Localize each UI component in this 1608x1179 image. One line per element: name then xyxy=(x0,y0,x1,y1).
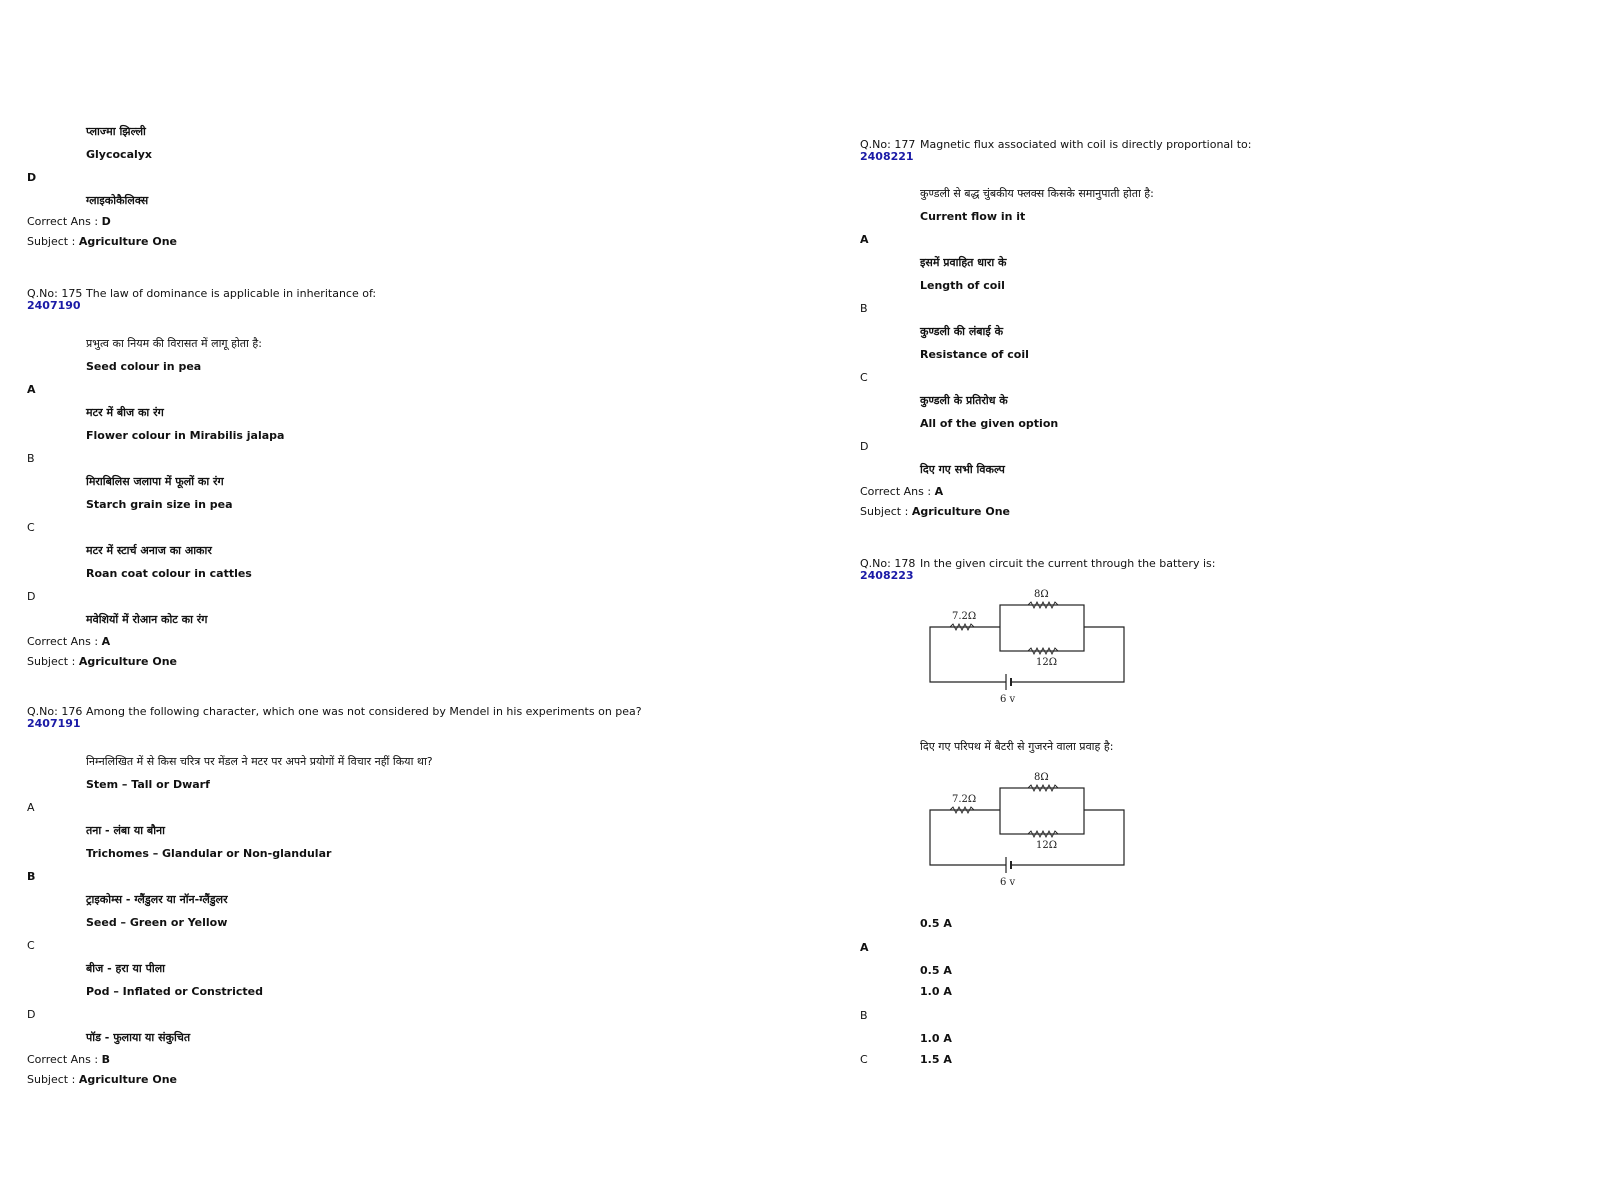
option-b-hindi: 1.0 A xyxy=(920,1032,952,1045)
option-d-hindi: ग्लाइकोकैलिक्स xyxy=(86,194,149,207)
subject-label: Subject : xyxy=(27,235,76,248)
question-text: Magnetic flux associated with coil is directly proportional to: xyxy=(920,138,1252,151)
option-d-letter: D xyxy=(27,590,36,603)
option-b-letter: B xyxy=(27,452,35,465)
correct-label: Correct Ans : xyxy=(860,485,932,498)
correct-label: Correct Ans : xyxy=(27,215,99,228)
circuit-parallel-box xyxy=(1000,788,1084,834)
option-b-hindi: मिराबिलिस जलापा में फूलों का रंग xyxy=(86,475,224,488)
option-c-letter: C xyxy=(860,1053,868,1066)
resistor-label-8: 8Ω xyxy=(1034,589,1049,600)
option-c-hindi: बीज - हरा या पीला xyxy=(86,962,165,975)
question-id: 2408223 xyxy=(860,569,914,582)
option-a-letter: A xyxy=(27,801,35,814)
subject xyxy=(27,655,177,669)
option-c-hindi: मटर में स्टार्च अनाज का आकार xyxy=(86,544,212,557)
option-a-hindi: मटर में बीज का रंग xyxy=(86,406,164,419)
option-d-text: Glycocalyx xyxy=(86,148,153,161)
correct-answer xyxy=(860,485,943,499)
battery-label: 6 v xyxy=(1000,694,1016,705)
option-b-letter: B xyxy=(860,1009,868,1022)
option-a-hindi: 0.5 A xyxy=(920,964,952,977)
option-c-letter: C xyxy=(860,371,868,384)
battery-label: 6 v xyxy=(1000,877,1016,888)
question-id: 2408221 xyxy=(860,150,914,163)
subject-label: Subject : xyxy=(27,655,76,668)
option-a-text: 0.5 A xyxy=(920,917,952,930)
subject-value: Agriculture One xyxy=(78,1073,177,1086)
subject xyxy=(27,235,177,249)
option-d-text: Pod – Inflated or Constricted xyxy=(86,985,263,998)
circuit-left-wire xyxy=(930,627,1006,682)
option-a-hindi: तना - लंबा या बौना xyxy=(86,824,166,837)
option-b-text: Flower colour in Mirabilis jalapa xyxy=(86,429,285,442)
option-d-letter: D xyxy=(27,171,37,184)
option-c-text: Seed – Green or Yellow xyxy=(86,916,228,929)
question-id: 2407191 xyxy=(27,717,81,730)
option-a-text: Stem – Tall or Dwarf xyxy=(86,778,210,791)
question-text-hindi: प्रभुत्व का नियम की विरासत में लागू होता है: xyxy=(86,337,262,350)
subject xyxy=(27,1073,177,1087)
resistor-label-12: 12Ω xyxy=(1036,657,1058,668)
option-b-letter: B xyxy=(860,302,868,315)
resistor-label-7-2: 7.2Ω xyxy=(952,611,977,622)
resistor-label-12: 12Ω xyxy=(1036,840,1058,851)
option-d-hindi: मवेशियों में रोआन कोट का रंग xyxy=(86,613,208,626)
circuit-diagram-hindi xyxy=(920,768,1140,888)
option-d-letter: D xyxy=(860,440,869,453)
question-text: The law of dominance is applicable in inheritance of: xyxy=(86,287,377,300)
resistor-label-7-2: 7.2Ω xyxy=(952,794,977,805)
option-a-letter: A xyxy=(27,383,36,396)
question-id: 2407190 xyxy=(27,299,81,312)
correct-value: A xyxy=(101,635,111,648)
option-d-text: Roan coat colour in cattles xyxy=(86,567,252,580)
option-d-hindi: दिए गए सभी विकल्प xyxy=(920,463,1005,476)
option-b-hindi: कुण्डली की लंबाई के xyxy=(920,325,1004,338)
option-c-text: 1.5 A xyxy=(920,1053,952,1066)
option-b-text: Length of coil xyxy=(920,279,1005,292)
option-b-letter: B xyxy=(27,870,36,883)
option-a-letter: A xyxy=(860,233,869,246)
option-b-text: 1.0 A xyxy=(920,985,952,998)
option-c-text: Starch grain size in pea xyxy=(86,498,233,511)
option-a-hindi: इसमें प्रवाहित धारा के xyxy=(920,256,1007,269)
option-c-text: Resistance of coil xyxy=(920,348,1029,361)
subject-label: Subject : xyxy=(27,1073,76,1086)
option-c-hindi: प्लाज्मा झिल्ली xyxy=(86,125,146,138)
option-c-hindi: कुण्डली के प्रतिरोध के xyxy=(920,394,1008,407)
circuit-diagram xyxy=(920,585,1140,705)
option-d-letter: D xyxy=(27,1008,36,1021)
correct-value: A xyxy=(934,485,944,498)
question-number: Q.No: 176 xyxy=(27,705,83,718)
option-c-letter: C xyxy=(27,521,35,534)
question-number: Q.No: 175 xyxy=(27,287,83,300)
option-a-text: Seed colour in pea xyxy=(86,360,202,373)
resistor-label-8: 8Ω xyxy=(1034,772,1049,783)
correct-value: B xyxy=(101,1053,110,1066)
subject-value: Agriculture One xyxy=(78,235,177,248)
option-d-hindi: पॉड - फुलाया या संकुचित xyxy=(86,1031,191,1044)
circuit-left-wire xyxy=(930,810,1006,865)
option-b-hindi: ट्राइकोम्स - ग्लैंडुलर या नॉन-ग्लैंडुलर xyxy=(86,893,228,906)
subject-value: Agriculture One xyxy=(78,655,177,668)
option-a-text: Current flow in it xyxy=(920,210,1026,223)
option-a-letter: A xyxy=(860,941,869,954)
circuit-right-wire xyxy=(1011,627,1124,682)
subject xyxy=(860,505,1010,519)
subject-value: Agriculture One xyxy=(911,505,1010,518)
correct-answer xyxy=(27,215,111,229)
correct-value: D xyxy=(101,215,111,228)
correct-label: Correct Ans : xyxy=(27,1053,99,1066)
correct-answer xyxy=(27,1053,110,1067)
question-number: Q.No: 177 xyxy=(860,138,916,151)
correct-label: Correct Ans : xyxy=(27,635,99,648)
question-text: In the given circuit the current through the battery is: xyxy=(920,557,1216,570)
subject-label: Subject : xyxy=(860,505,909,518)
question-number: Q.No: 178 xyxy=(860,557,916,570)
circuit-right-wire xyxy=(1011,810,1124,865)
question-text-hindi: कुण्डली से बद्ध चुंबकीय फ्लक्स किसके समानुपाती होता है: xyxy=(920,187,1154,200)
question-text-hindi: दिए गए परिपथ में बैटरी से गुजरने वाला प्रवाह है: xyxy=(920,740,1114,753)
correct-answer xyxy=(27,635,110,649)
question-text: Among the following character, which one was not considered by Mendel in his experiments on pea? xyxy=(86,705,642,718)
option-c-letter: C xyxy=(27,939,35,952)
option-d-text: All of the given option xyxy=(920,417,1059,430)
circuit-parallel-box xyxy=(1000,605,1084,651)
option-b-text: Trichomes – Glandular or Non-glandular xyxy=(86,847,332,860)
question-text-hindi: निम्नलिखित में से किस चरित्र पर मेंडल ने मटर पर अपने प्रयोगों में विचार नहीं किया था? xyxy=(86,755,433,768)
